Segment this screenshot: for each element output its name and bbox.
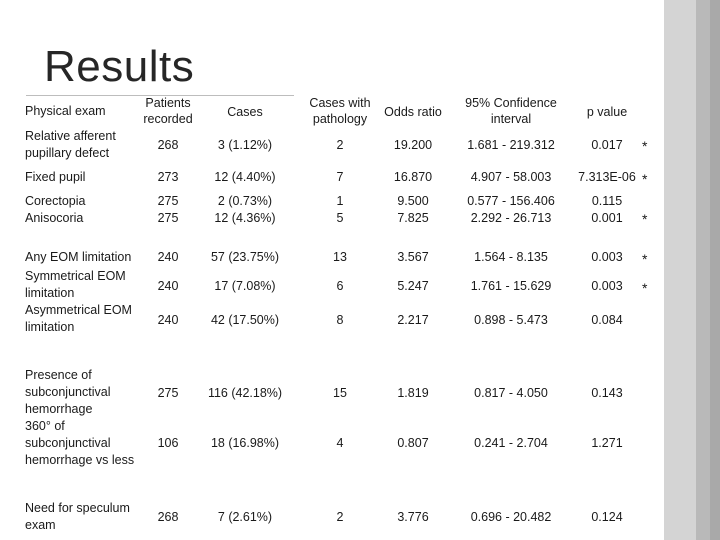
- header-p-value: p value: [586, 105, 628, 119]
- cell-confidence-interval: 0.696 - 20.482: [470, 510, 552, 524]
- cell-pathology: 15: [333, 386, 347, 400]
- cell-patients: 240: [157, 313, 179, 327]
- significance-asterisk: *: [642, 251, 648, 267]
- cell-p-value: 1.271: [591, 436, 623, 450]
- slide-title: Results: [44, 42, 195, 91]
- cell-cases: 3 (1.12%): [217, 138, 273, 152]
- cell-odds-ratio: 2.217: [397, 313, 429, 327]
- cell-p-value: 0.143: [591, 386, 623, 400]
- cell-confidence-interval: 1.761 - 15.629: [470, 279, 552, 293]
- cell-odds-ratio: 9.500 7.825: [397, 194, 429, 225]
- cell-pathology: 8: [336, 313, 344, 327]
- cell-odds-ratio: 0.807: [397, 436, 429, 450]
- cell-patients: 273: [157, 170, 179, 184]
- cell-confidence-interval: 1.681 - 219.312: [467, 138, 555, 152]
- row-label: Fixed pupil: [25, 170, 86, 184]
- cell-confidence-interval: 0.577 - 156.406 2.292 - 26.713: [467, 194, 555, 225]
- cell-patients: 275: [157, 386, 179, 400]
- cell-odds-ratio: 19.200: [393, 138, 433, 152]
- cell-cases: 18 (16.98%): [210, 436, 280, 450]
- row-label: Need for speculum exam: [25, 501, 130, 532]
- cell-odds-ratio: 1.819: [397, 386, 429, 400]
- cell-odds-ratio: 3.567: [397, 250, 429, 264]
- significance-asterisk: *: [642, 171, 648, 187]
- header-cases: Cases: [227, 105, 263, 119]
- cell-patients: 240: [157, 250, 179, 264]
- row-label: Relative afferent pupillary defect: [25, 129, 116, 160]
- cell-pathology: 4: [336, 436, 344, 450]
- cell-cases: 116 (42.18%): [207, 386, 283, 400]
- cell-cases: 7 (2.61%): [217, 510, 273, 524]
- row-label: Any EOM limitation: [25, 250, 132, 264]
- header-odds-ratio: Odds ratio: [384, 105, 442, 119]
- cell-confidence-interval: 0.241 - 2.704: [474, 436, 548, 450]
- row-label: Asymmetrical EOM limitation: [25, 303, 132, 334]
- header-confidence-interval: 95% Confidence interval: [465, 96, 557, 126]
- cell-p-value: 0.115 0.001: [591, 194, 623, 225]
- cell-pathology: 6: [336, 279, 344, 293]
- cell-pathology: 2: [336, 138, 344, 152]
- header-patients-recorded: Patients recorded: [143, 96, 193, 126]
- cell-pathology: 7: [336, 170, 344, 184]
- cell-cases: 17 (7.08%): [214, 279, 276, 293]
- cell-pathology: 2: [336, 510, 344, 524]
- row-label: Presence of subconjunctival hemorrhage: [25, 368, 111, 416]
- significance-asterisk: *: [642, 280, 648, 296]
- cell-p-value: 0.124: [591, 510, 623, 524]
- significance-asterisk: *: [642, 138, 648, 154]
- cell-odds-ratio: 5.247: [397, 279, 429, 293]
- cell-patients: 106: [157, 436, 179, 450]
- cell-p-value: 0.017: [591, 138, 623, 152]
- cell-patients: 268: [157, 138, 179, 152]
- cell-odds-ratio: 16.870: [393, 170, 433, 184]
- cell-p-value: 0.003: [591, 250, 623, 264]
- row-label: Corectopia Anisocoria: [25, 194, 86, 225]
- cell-p-value: 0.003: [591, 279, 623, 293]
- row-label: Symmetrical EOM limitation: [25, 269, 126, 300]
- cell-patients: 268: [157, 510, 179, 524]
- cell-pathology: 1 5: [336, 194, 344, 225]
- cell-p-value: 7.313E-06: [578, 170, 636, 184]
- header-cases-with-pathology: Cases with pathology: [309, 96, 371, 126]
- cell-patients: 240: [157, 279, 179, 293]
- cell-confidence-interval: 0.817 - 4.050: [474, 386, 548, 400]
- cell-confidence-interval: 0.898 - 5.473: [474, 313, 548, 327]
- cell-p-value: 0.084: [591, 313, 623, 327]
- cell-confidence-interval: 1.564 - 8.135: [474, 250, 548, 264]
- cell-odds-ratio: 3.776: [397, 510, 429, 524]
- header-physical-exam: Physical exam: [25, 104, 106, 118]
- row-label: 360° of subconjunctival hemorrhage vs less: [25, 419, 135, 467]
- cell-cases: 42 (17.50%): [210, 313, 280, 327]
- cell-cases: 2 (0.73%) 12 (4.36%): [214, 194, 276, 225]
- decor-stripe-dark: [710, 0, 720, 540]
- cell-patients: 275 275: [157, 194, 179, 225]
- cell-pathology: 13: [333, 250, 347, 264]
- significance-asterisk: *: [642, 211, 648, 227]
- cell-cases: 57 (23.75%): [210, 250, 280, 264]
- cell-confidence-interval: 4.907 - 58.003: [470, 170, 552, 184]
- cell-cases: 12 (4.40%): [214, 170, 276, 184]
